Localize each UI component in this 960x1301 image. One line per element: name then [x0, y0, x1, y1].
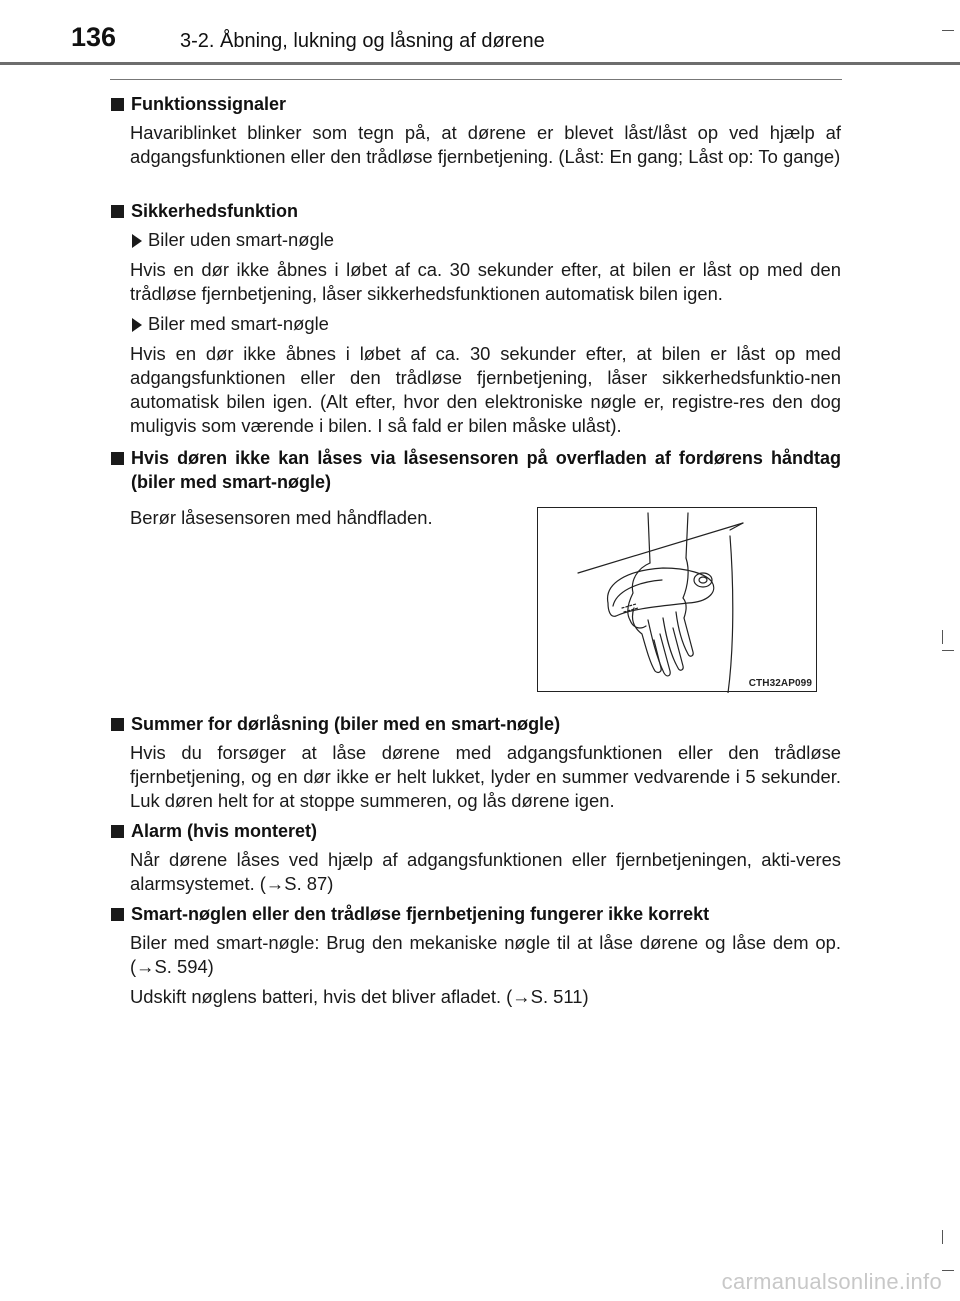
right-triangle-icon: [132, 234, 142, 248]
section-heading: [111, 92, 841, 116]
black-square-icon: [111, 452, 124, 465]
content-divider: [110, 79, 842, 80]
right-triangle-icon: [132, 318, 142, 332]
section-text: Når dørene låses ved hjælp af adgangsfunktionen eller fjernbetjeningen, akti-veres alarmsystemet. (→S. 87): [130, 849, 841, 894]
section-heading: [111, 902, 841, 926]
crop-mark: [942, 30, 954, 31]
sub-heading: [132, 312, 841, 336]
heading-text: Summer for dørlåsning (biler med en smart-nøgle): [131, 714, 561, 734]
page-number: 136: [71, 22, 117, 52]
crop-mark: [942, 1270, 954, 1271]
hand-on-door-handle-image: [538, 508, 818, 693]
crop-mark: [942, 1230, 943, 1244]
heading-text: Hvis døren ikke kan låses via låsesensoren på overfladen af fordørens håndtag (biler med smart-nøgle): [131, 448, 841, 492]
section-text: Berør låsesensoren med håndfladen.: [130, 507, 433, 528]
heading-text: Funktionssignaler: [131, 94, 287, 114]
heading-text: Alarm (hvis monteret): [131, 821, 318, 841]
header-rule: [0, 62, 960, 65]
heading-text: Smart-nøglen eller den trådløse fjernbetjening fungerer ikke korrekt: [131, 904, 710, 924]
section-funktionssignaler: [111, 92, 841, 169]
section-text: Hvis en dør ikke åbnes i løbet af ca. 30 sekunder efter, at bilen er låst op med den trådløse fjernbetjening, låser sikkerhedsfunktionen automatisk bilen igen.: [130, 259, 841, 304]
illustration-code: CTH32AP099: [748, 678, 812, 689]
section-heading: [111, 819, 841, 843]
black-square-icon: [111, 908, 124, 921]
black-square-icon: [111, 98, 124, 111]
section-heading: [111, 446, 841, 494]
sub-heading: [132, 228, 841, 252]
section-heading: [111, 712, 841, 736]
section-text: Udskift nøglens batteri, hvis det bliver afladet. (→S. 511): [130, 986, 589, 1007]
section-text: Hvis en dør ikke åbnes i løbet af ca. 30 sekunder efter, at bilen er låst op med adgangsfunktionen eller den trådløse fjernbetjening, låser sikkerhedsfunktio-nen automatisk bilen igen. (Alt efter, hvor den elektroniske nøgle er, registre-res den dog muligvis som værende i bilen. I så fald er bilen måske ulåst).: [130, 343, 841, 436]
section-smart-noegle-fejl: [111, 902, 841, 1009]
door-handle-illustration: [537, 507, 817, 692]
chapter-title: 3-2. Åbning, lukning og låsning af dørene: [180, 30, 545, 52]
black-square-icon: [111, 718, 124, 731]
black-square-icon: [111, 825, 124, 838]
sub-heading-text: Biler uden smart-nøgle: [148, 229, 335, 250]
section-text: Biler med smart-nøgle: Brug den mekaniske nøgle til at låse dørene og låse dem op. (→S. 594): [130, 932, 841, 977]
heading-text: Sikkerhedsfunktion: [131, 201, 299, 221]
watermark: carmanualsonline.info: [721, 1269, 942, 1294]
crop-mark: [942, 630, 943, 644]
black-square-icon: [111, 205, 124, 218]
crop-mark: [942, 650, 954, 651]
section-sikkerhedsfunktion: [111, 199, 841, 438]
section-text: Hvis du forsøger at låse dørene med adgangsfunktionen eller den trådløse fjernbetjening, og en dør ikke er helt lukket, lyder en summer vedvarende i 5 sekunder. Luk døren helt for at stoppe summeren, og lås dørene igen.: [130, 742, 841, 811]
section-text: Havariblinket blinker som tegn på, at dørene er blevet låst/låst op ved hjælp af adgangsfunktionen eller den trådløse fjernbetjening. (Låst: En gang; Låst op: To gange): [130, 122, 841, 167]
sub-heading-text: Biler med smart-nøgle: [148, 313, 329, 334]
section-alarm: [111, 819, 841, 896]
section-summer: [111, 712, 841, 813]
section-heading: [111, 199, 841, 223]
